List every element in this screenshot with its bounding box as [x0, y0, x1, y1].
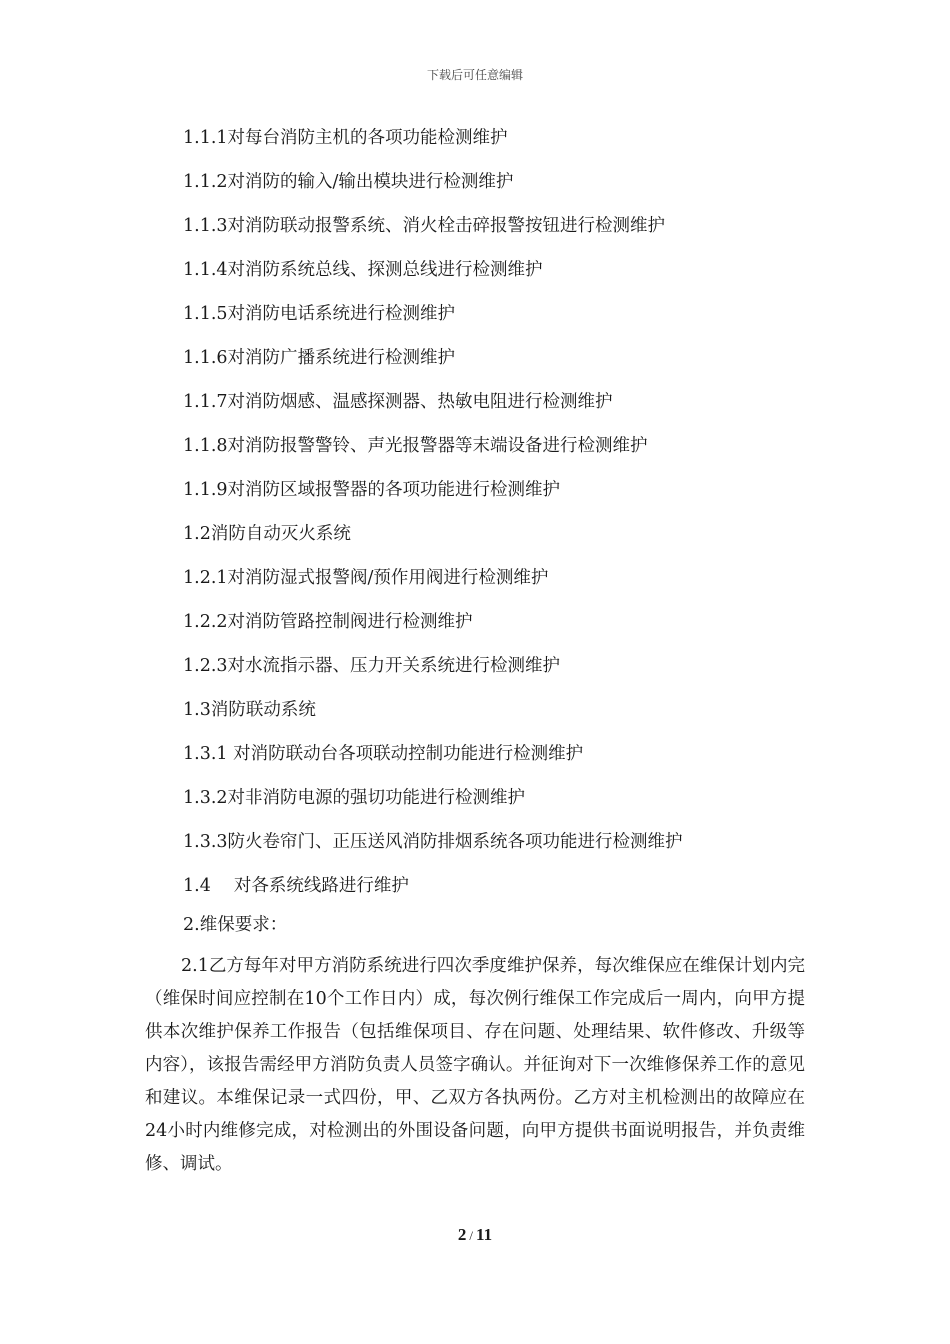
outline-item: 1.1.3对消防联动报警系统、消火栓击碎报警按钮进行检测维护: [183, 216, 666, 236]
page-separator: /: [469, 1228, 474, 1243]
outline-item: 1.2.2对消防管路控制阀进行检测维护: [183, 612, 473, 632]
outline-item: 1.1.7对消防烟感、温感探测器、热敏电阻进行检测维护: [183, 392, 613, 412]
outline-item: 1.3.2对非消防电源的强切功能进行检测维护: [183, 788, 526, 808]
outline-item: 1.1.4对消防系统总线、探测总线进行检测维护: [183, 260, 543, 280]
section-paragraph: 2.1乙方每年对甲方消防系统进行四次季度维护保养，每次维保应在维保计划内完（维保时间应控制在10个工作日内）成，每次例行维保工作完成后一周内，向甲方提供本次维护保养工作报告（包括维保项目、存在问题、处理结果、软件修改、升级等内容），该报告需经甲方消防负责人员签字确认。并征询对下一次维修保养工作的意见和建议。本维保记录一式四份，甲、乙双方各执两份。乙方对主机检测出的故障应在24小时内维修完成，对检测出的外围设备问题，向甲方提供书面说明报告，并负责维修、调试。: [145, 956, 805, 1174]
outline-item: 1.3.3防火卷帘门、正压送风消防排烟系统各项功能进行检测维护: [183, 832, 683, 852]
page-number: [0, 1225, 950, 1245]
outline-item: 1.1.5对消防电话系统进行检测维护: [183, 304, 456, 324]
outline-heading: 1.3消防联动系统: [183, 700, 316, 720]
outline-item: 1.1.2对消防的输入/输出模块进行检测维护: [183, 172, 514, 192]
outline-item: 1.1.1对每台消防主机的各项功能检测维护: [183, 128, 508, 148]
section-heading: 2.维保要求：: [183, 915, 288, 935]
outline-heading: 1.2消防自动灭火系统: [183, 524, 351, 544]
outline-list: [183, 124, 683, 916]
page-current: 2: [457, 1225, 467, 1244]
outline-item: 1.3.1 对消防联动台各项联动控制功能进行检测维护: [183, 744, 584, 764]
outline-item: 1.1.6对消防广播系统进行检测维护: [183, 348, 456, 368]
page-total: 11: [476, 1225, 493, 1244]
page-header: 下载后可任意编辑: [426, 68, 523, 82]
outline-heading: 1.4 对各系统线路进行维护: [183, 876, 409, 896]
outline-item: 1.2.1对消防湿式报警阀/预作用阀进行检测维护: [183, 568, 549, 588]
outline-item: 1.1.9对消防区域报警器的各项功能进行检测维护: [183, 480, 561, 500]
outline-item: 1.2.3对水流指示器、压力开关系统进行检测维护: [183, 656, 561, 676]
outline-item: 1.1.8对消防报警警铃、声光报警器等末端设备进行检测维护: [183, 436, 648, 456]
